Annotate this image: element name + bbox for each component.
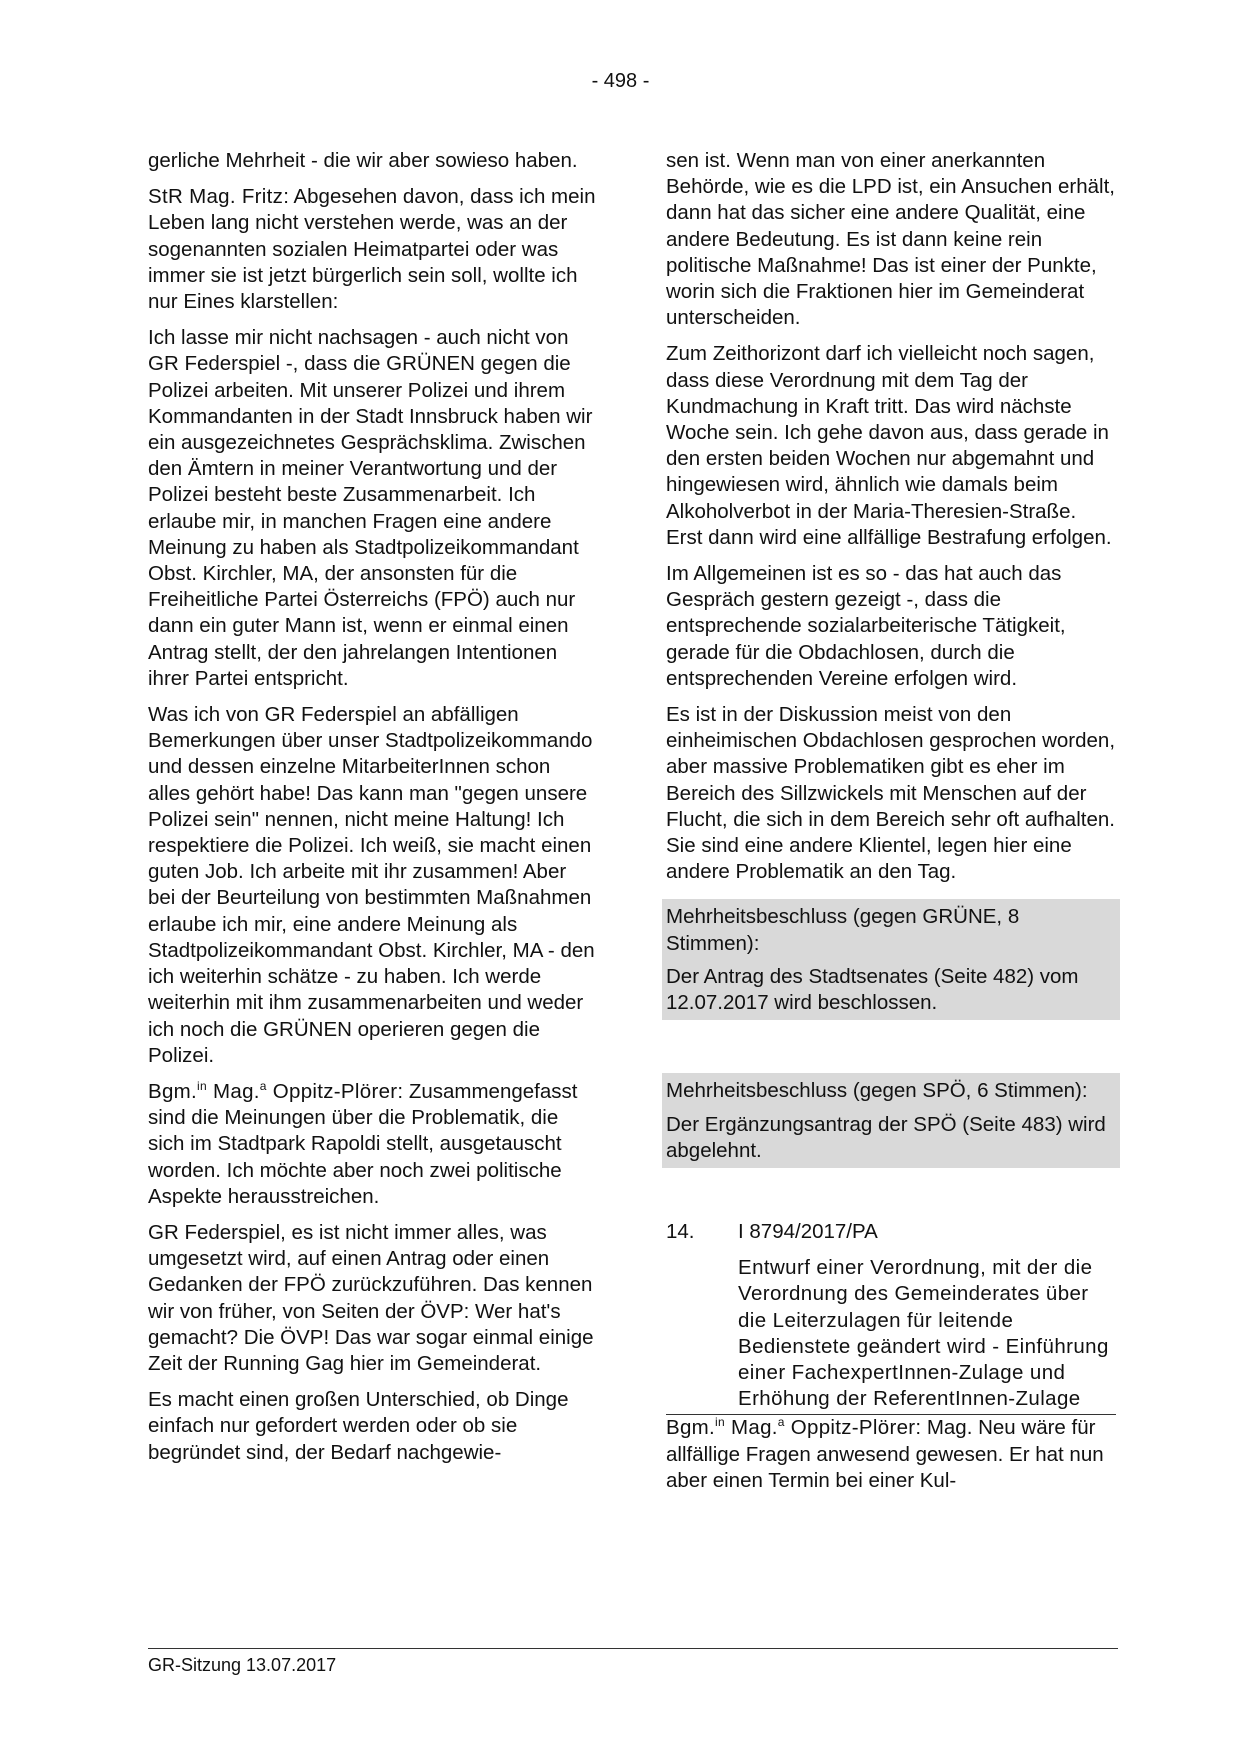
agenda-id: I 8794/2017/PA — [738, 1219, 878, 1243]
paragraph: Es macht einen großen Unterschied, ob Dinge einfach nur gefordert werden oder ob sie begründet sind, der Bedarf nachgewie- — [148, 1388, 569, 1464]
page-number: - 498 - — [591, 70, 650, 92]
agenda-number: 14. — [666, 1219, 695, 1243]
speech-text: : Abgesehen davon, dass ich mein Leben lang nicht verstehen werde, was an der sogenannten sozialen Heimatpartei oder was immer sie ist jetzt bürgerlich sein soll, wollte ich nur Eines klarstellen: — [148, 185, 596, 314]
paragraph: Im Allgemeinen ist es so - das hat auch das Gespräch gestern gezeigt -, dass die entsprechende sozialarbeiterische Tätigkeit, gerade für die Obdachlosen, durch die entsprechenden Vereine erfolgen wird. — [666, 562, 1066, 690]
paragraph: Ich lasse mir nicht nachsagen - auch nicht von GR Federspiel -, dass die GRÜNEN gegen die Polizei arbeiten. Mit unserer Polizei und ihrem Kommandanten in der Stadt Innsbruck haben wir ein ausgezeichnetes Gesprächsklima. Zwischen den Ämtern in meiner Verantwortung und der Polizei besteht beste Zusammenarbeit. Ich erlaube mir, in manchen Fragen eine andere Meinung zu haben als Stadtpolizeikommandant Obst. Kirchler, MA, der ansonsten für die Freiheitliche Partei Österreichs (FPÖ) auch nur dann ein guter Mann ist, wenn er einmal einen Antrag stellt, der den jahrelangen Intentionen ihrer Partei entspricht. — [148, 326, 593, 690]
paragraph — [666, 1415, 1116, 1494]
decision-text: Der Antrag des Stadtsenates (Seite 482) vom 12.07.2017 wird beschlossen. — [666, 964, 1079, 1015]
paragraph — [148, 1079, 596, 1210]
footer-text: GR-Sitzung 13.07.2017 — [148, 1655, 337, 1675]
agenda-body — [738, 1219, 1116, 1412]
speaker-name: StR Mag. Fritz — [148, 185, 284, 209]
agenda-title: Entwurf einer Verordnung, mit der die Verordnung des Gemeinderates über die Leiterzulagen für leitende Bedienstete geändert wird - Einführung einer FachexpertInnen-Zulage und Erhöhung der ReferentInnen-Zulage — [738, 1256, 1109, 1411]
paragraph: gerliche Mehrheit - die wir aber sowieso haben. — [148, 149, 578, 172]
agenda-item — [666, 1219, 1116, 1415]
decision-text: Der Ergänzungsantrag der SPÖ (Seite 483) wird abgelehnt. — [666, 1112, 1106, 1162]
speaker-name: Bgm.$^{in}$ Mag.$^a$ Oppitz-Plörer — [666, 1415, 916, 1440]
paragraph: sen ist. Wenn man von einer anerkannten Behörde, wie es die LPD ist, ein Ansuchen erhält, dann hat das sicher eine andere Qualität, eine andere Bedeutung. Es ist dann keine rein politische Maßnahme! Das ist einer der Punkte, worin sich die Fraktionen hier im Gemeinderat unterscheiden. — [666, 149, 1115, 330]
paragraph: GR Federspiel, es ist nicht immer alles, was umgesetzt wird, auf einen Antrag oder einen Gedanken der FPÖ zurückzuführen. Das kennen wir von früher, von Seiten der ÖVP: Wer hat's gemacht? Die ÖVP! Das war sogar einmal einige Zeit der Running Gag hier im Gemeinderat. — [148, 1220, 594, 1375]
speech-text: : Zusammengefasst sind die Meinungen über die Problematik, die sich im Stadtpark Rapoldi stellt, ausgetauscht worden. Ich möchte aber noch zwei politische Aspekte herausstreichen. — [148, 1079, 578, 1208]
speaker-name: Bgm.$^{in}$ Mag.$^a$ Oppitz-Plörer — [148, 1079, 398, 1103]
paragraph — [148, 184, 596, 315]
decision-box — [662, 899, 1120, 1020]
decision-box — [662, 1073, 1120, 1168]
speech-text: : Mag. Neu wäre für allfällige Fragen anwesend gewesen. Er hat nun aber einen Termin bei einer Kul- — [666, 1416, 1104, 1492]
footer-divider — [148, 1648, 1118, 1649]
right-column — [666, 148, 1116, 1504]
paragraph: Was ich von GR Federspiel an abfälligen Bemerkungen über unser Stadtpolizeikommando und dessen einzelne MitarbeiterInnen schon alles gehört habe! Das kann man "gegen unsere Polizei sein" nennen, nicht meine Haltung! Ich respektiere die Polizei. Ich weiß, sie macht einen guten Job. Ich arbeite mit ihr zusammen! Aber bei der Beurteilung von bestimmten Maßnahmen erlaube ich mir, eine andere Meinung als Stadtpolizeikommandant Obst. Kirchler, MA - den ich weiterhin schätze - zu haben. Ich werde weiterhin mit ihm zusammenarbeiten und weder ich noch die GRÜNEN operieren gegen die Polizei. — [148, 703, 595, 1067]
vote-result: Mehrheitsbeschluss (gegen GRÜNE, 8 Stimmen): — [666, 905, 1020, 955]
left-column — [148, 148, 596, 1476]
paragraph: Zum Zeithorizont darf ich vielleicht noch sagen, dass diese Verordnung mit dem Tag der Kundmachung in Kraft tritt. Das wird nächste Woche sein. Ich gehe davon aus, dass gerade in den ersten beiden Wochen nur abgemahnt und hingewiesen wird, ähnlich wie damals beim Alkoholverbot in der Maria-Theresien-Straße. Erst dann wird eine allfällige Bestrafung erfolgen. — [666, 342, 1112, 549]
paragraph: Es ist in der Diskussion meist von den einheimischen Obdachlosen gesprochen worden, aber massive Problematiken gibt es eher im Bereich des Sillzwickels mit Menschen auf der Flucht, die sich in dem Bereich sehr oft aufhalten. Sie sind eine andere Klientel, legen hier eine andere Problematik an den Tag. — [666, 703, 1116, 884]
vote-result: Mehrheitsbeschluss (gegen SPÖ, 6 Stimmen): — [666, 1079, 1088, 1103]
